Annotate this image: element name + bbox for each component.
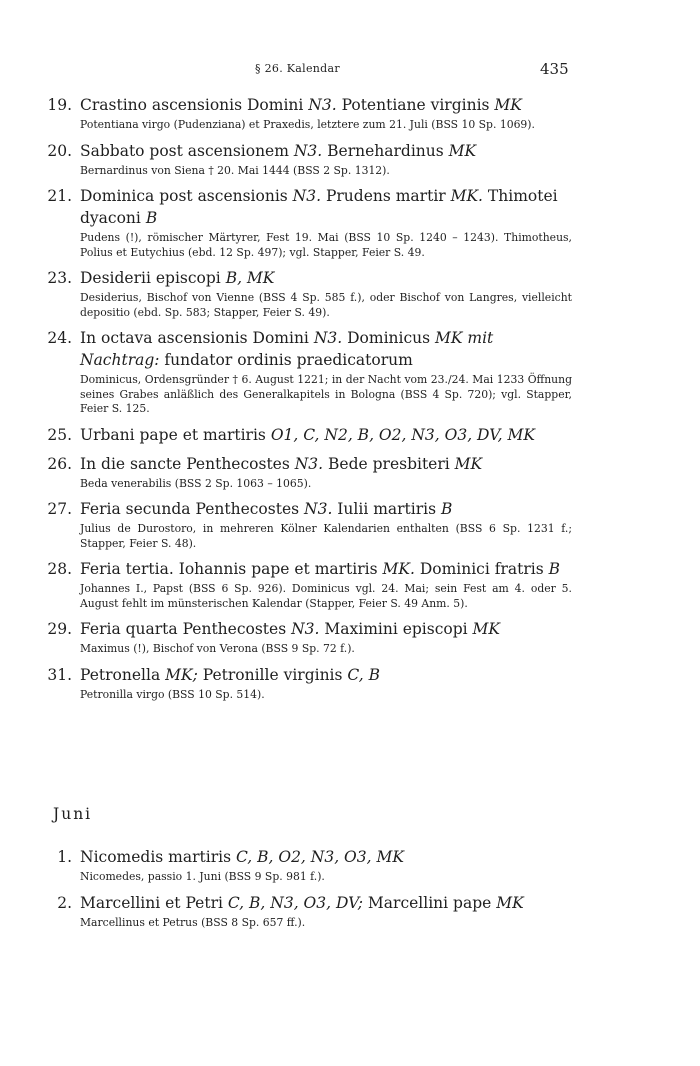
entry-source-sigla: B [548,560,560,578]
entry-feast-text: Iulii martiris [332,500,441,518]
entry-feast-text: Marcellini et Petri [80,893,228,912]
entry-feast-text: Bede presbiteri [323,454,455,473]
entry-day-number: 23. [47,269,72,287]
entry-feast-text: Desiderii episcopi [80,269,226,287]
calendar-entries-may [0,94,700,709]
entry-heading [0,664,700,686]
entry-feast-text: Dominicus [342,329,436,347]
entry-day-number: 1. [57,848,72,866]
entry-heading [0,327,700,371]
calendar-entries-june [0,846,700,937]
entry-heading [0,846,700,868]
entry-commentary: Maximus (!), Bischof von Verona (BSS 9 Sp. 72 f.). [80,642,355,655]
entry-source-sigla: MK. [450,187,483,205]
calendar-entry [0,498,700,551]
entry-commentary: Nicomedes, passio 1. Juni (BSS 9 Sp. 981 f.). [80,870,325,883]
calendar-entry [0,664,700,703]
calendar-entry [0,327,700,417]
entry-source-sigla: N3. [294,454,324,473]
calendar-entry [0,424,700,446]
calendar-entry [0,618,700,657]
entry-commentary: Marcellinus et Petrus (BSS 8 Sp. 657 ff.). [80,915,306,929]
entry-feast-text: Sabbato post ascensionem [80,141,294,160]
entry-feast-text: Feria secunda Penthecostes [80,500,305,518]
entry-feast-text: Bernehardinus [322,141,449,160]
entry-feast-text: fundator ordinis praedicatorum [159,351,413,369]
entry-commentary: Dominicus, Ordensgründer † 6. August 1221; in der Nacht vom 23./24. Mai 1233 Öffnung seines Grabes anläßlich des Generalkapitels in Bologna (BSS 4 Sp. 720); vgl. Stapper, Feier S. 125. [80,373,572,415]
calendar-entry [0,185,700,260]
entry-feast-text: Prudens martir [321,187,451,205]
entry-heading [0,498,700,520]
entry-heading [0,94,700,116]
entry-source-sigla: O1, C, N2, B, O2, N3, O3, DV, MK [270,425,535,444]
entry-day-number: 31. [47,665,72,684]
entry-day-number: 26. [47,454,72,473]
entry-commentary: Pudens (!), römischer Märtyrer, Fest 19. Mai (BSS 10 Sp. 1240 – 1243). Thimotheus, Polius et Eutychius (ebd. 12 Sp. 497); vgl. Stapper, Feier S. 49. [80,231,572,259]
entry-heading [0,453,700,475]
entry-feast-text: Potentiane virginis [336,96,495,114]
entry-source-sigla: MK [448,141,477,160]
entry-day-number: 19. [47,96,72,114]
calendar-entry [0,453,700,492]
entry-feast-text: Feria tertia. Iohannis pape et martiris [80,560,383,578]
entry-heading [0,892,700,914]
entry-source-sigla: N3. [304,500,333,518]
entry-heading [0,558,700,580]
calendar-entry [0,267,700,320]
entry-heading [0,185,700,229]
entry-day-number: 28. [47,560,72,578]
entry-heading [0,618,700,640]
entry-source-sigla: C, B, O2, N3, O3, MK [235,848,404,866]
entry-source-sigla: MK mit Nachtrag: [80,329,494,369]
entry-feast-text: Thimotei dyaconi [80,187,558,227]
running-title: § 26. Kalendar [255,62,340,75]
entry-feast-text: Urbani pape et martiris [80,425,271,444]
entry-feast-text: Petronella [80,665,166,684]
section-title-june: Juni [53,805,93,823]
calendar-entry [0,892,700,931]
entry-day-number: 29. [47,620,72,638]
entry-heading [0,140,700,162]
entry-source-sigla: MK. [382,560,415,578]
entry-source-sigla: B [145,209,158,227]
running-head [0,60,700,80]
entry-source-sigla: MK [454,454,483,473]
entry-source-sigla: B [441,500,453,518]
entry-source-sigla: MK; [165,665,198,684]
entry-feast-text: In octava ascensionis Domini [80,329,314,347]
entry-heading [0,424,700,446]
entry-feast-text: In die sancte Penthecostes [80,454,295,473]
entry-source-sigla: MK [472,620,500,638]
entry-feast-text: Maximini episcopi [319,620,473,638]
entry-source-sigla: MK [496,893,524,912]
entry-heading [0,267,700,289]
entry-feast-text: Crastino ascensionis Domini [80,96,309,114]
entry-day-number: 24. [47,329,72,347]
entry-feast-text: Nicomedis martiris [80,848,236,866]
page-number: 435 [540,60,569,78]
entry-commentary: Desiderius, Bischof von Vienne (BSS 4 Sp. 585 f.), oder Bischof von Langres, vielleicht depositio (ebd. Sp. 583; Stapper, Feier S. 49). [80,291,572,319]
entry-feast-text: Feria quarta Penthecostes [80,620,292,638]
entry-source-sigla: N3. [291,620,320,638]
entry-commentary: Beda venerabilis (BSS 2 Sp. 1063 – 1065). [80,476,312,490]
entry-feast-text: Dominica post ascensionis [80,187,293,205]
entry-day-number: 20. [47,141,72,160]
entry-feast-text: Dominici fratris [414,560,549,578]
entry-commentary: Bernardinus von Siena † 20. Mai 1444 (BSS 2 Sp. 1312). [80,163,390,177]
entry-source-sigla: N3. [292,187,322,205]
entry-commentary: Potentiana virgo (Pudenziana) et Praxedis, letztere zum 21. Juli (BSS 10 Sp. 1069). [80,118,535,131]
entry-source-sigla: C, B [347,665,380,684]
calendar-entry [0,140,700,179]
entry-source-sigla: N3. [313,329,343,347]
calendar-entry [0,846,700,885]
entry-source-sigla: B, MK [225,269,275,287]
entry-day-number: 27. [47,500,72,518]
entry-source-sigla: N3. [293,141,323,160]
entry-day-number: 21. [47,187,72,205]
entry-commentary: Petronilla virgo (BSS 10 Sp. 514). [80,687,265,701]
entry-commentary: Julius de Durostoro, in mehreren Kölner Kalendarien enthalten (BSS 6 Sp. 1231 f.; Stapper, Feier S. 48). [80,522,572,550]
calendar-entry [0,558,700,611]
entry-source-sigla: C, B, N3, O3, DV; [227,893,363,912]
calendar-entry [0,94,700,133]
entry-feast-text: Petronille virginis [197,665,348,684]
entry-commentary: Johannes I., Papst (BSS 6 Sp. 926). Dominicus vgl. 24. Mai; sein Fest am 4. oder 5. August fehlt im münsterischen Kalendar (Stapper, Feier S. 49 Anm. 5). [80,582,572,610]
entry-day-number: 2. [57,893,72,912]
entry-source-sigla: MK [494,96,522,114]
entry-day-number: 25. [47,425,72,444]
entry-source-sigla: N3. [308,96,337,114]
entry-feast-text: Marcellini pape [363,893,497,912]
